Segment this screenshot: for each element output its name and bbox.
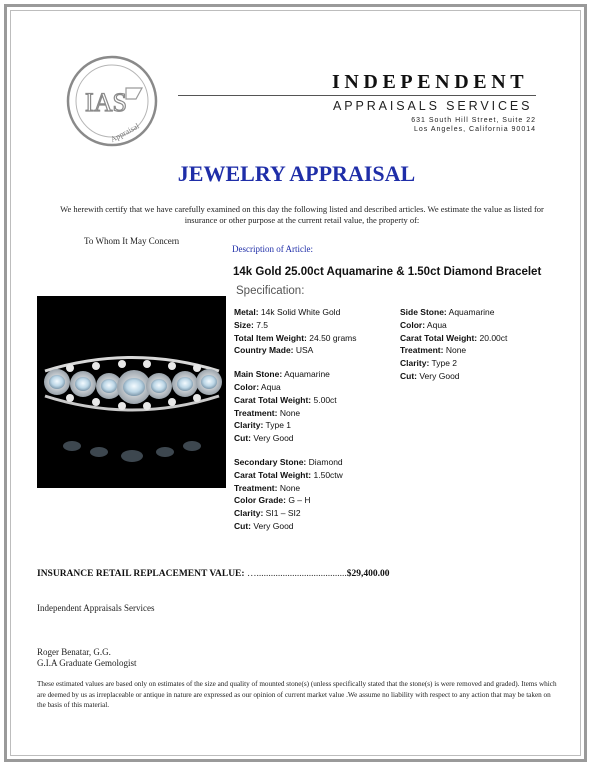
spec-row: [234, 368, 357, 381]
article-title: 14k Gold 25.00ct Aquamarine & 1.50ct Diamond Bracelet: [233, 266, 542, 278]
address-line-1: 631 South Hill Street, Suite 22: [411, 117, 536, 124]
spec-key: Color Grade:: [234, 495, 286, 506]
spec-value: 24.50 grams: [306, 332, 357, 343]
spec-key: Country Made:: [234, 345, 294, 356]
spec-value: USA: [293, 345, 314, 356]
spec-row: [234, 381, 357, 394]
replacement-value-label: INSURANCE RETAIL REPLACEMENT VALUE:: [37, 569, 245, 579]
spec-key: Size:: [234, 319, 254, 330]
spec-row: [234, 469, 357, 482]
spec-value: Very Good: [251, 520, 294, 531]
spec-key: Treatment:: [234, 407, 278, 418]
spec-key: Color:: [234, 381, 260, 392]
ias-logo-icon: [66, 55, 158, 147]
spec-value: Type 2: [429, 358, 458, 369]
spec-value: 14k Solid White Gold: [258, 307, 341, 317]
spec-value: Very Good: [417, 370, 460, 381]
spec-key: Treatment:: [234, 482, 278, 493]
spec-value: Aqua: [259, 381, 281, 392]
spec-value: 5.00ct: [311, 394, 337, 405]
spec-row: [400, 306, 507, 319]
spec-key: Color:: [400, 319, 426, 330]
spec-key: Clarity:: [400, 358, 430, 369]
spec-value: Aquamarine: [446, 307, 495, 317]
spec-key: Cut:: [234, 520, 251, 531]
company-name: INDEPENDENT: [332, 71, 529, 93]
disclaimer: These estimated values are based only on estimates of the size and quality of mounted stone(s) (unless specifically stated that the stone(s) is were removed and graded). Items which are deemed by us as irreplaceable or antique in nature are expressed as our opinion of current market value .We assume no liability with respect to any action that may be taken on the basis of this material.: [37, 680, 557, 709]
address-line-2: Los Angeles, California 90014: [413, 126, 536, 133]
spec-value: 1.50ctw: [311, 469, 343, 480]
spec-value: G – H: [285, 495, 311, 506]
spec-row: [234, 319, 357, 332]
recipient: To Whom It May Concern: [84, 236, 180, 246]
spec-row: [234, 494, 357, 507]
spec-row: [234, 407, 357, 420]
spec-value: None: [277, 407, 301, 418]
spec-key: Carat Total Weight:: [234, 469, 312, 480]
spec-row: [234, 432, 357, 445]
spec-left-column: [234, 306, 357, 533]
ias-logo: [66, 55, 158, 147]
spec-key: Metal:: [234, 307, 259, 317]
spec-row: [234, 520, 357, 533]
spec-key: Treatment:: [400, 345, 444, 356]
certification-text: We herewith certify that we have carefully examined on this day the following listed and described articles. We estimate the value as listed for insurance or other purpose at the current retail value, the property of:: [60, 204, 544, 225]
spec-key: Secondary Stone:: [234, 456, 307, 467]
spec-row: [400, 357, 507, 370]
spec-value: SI1 – SI2: [263, 508, 301, 519]
spec-value: Aqua: [425, 319, 447, 330]
spec-row: [234, 482, 357, 495]
spec-row: [234, 456, 357, 469]
spec-key: Main Stone:: [234, 369, 283, 380]
spec-row: [400, 344, 507, 357]
signer-title: G.I.A Graduate Gemologist: [37, 658, 137, 668]
spec-key: Side Stone:: [400, 307, 447, 317]
spec-value: 7.5: [253, 319, 269, 330]
spec-key: Clarity:: [234, 420, 264, 431]
spec-value: None: [277, 482, 301, 493]
spec-row: [400, 370, 507, 383]
spec-value: Aquamarine: [282, 369, 330, 380]
signer-name: Roger Benatar, G.G.: [37, 647, 111, 657]
spec-row: [234, 344, 357, 357]
company-subtitle: APPRAISALS SERVICES: [333, 99, 533, 113]
spec-value: 20.00ct: [477, 332, 508, 343]
spec-row: [234, 306, 357, 319]
spec-key: Clarity:: [234, 508, 264, 519]
spec-key: Cut:: [400, 370, 417, 381]
bracelet-image: [37, 296, 226, 488]
replacement-value-amount: $29,400.00: [346, 569, 390, 579]
spec-key: Carat Total Weight:: [234, 394, 312, 405]
spec-key: Cut:: [234, 433, 251, 444]
spec-row: [400, 332, 507, 345]
replacement-value-line: [37, 569, 389, 579]
spec-row: [234, 419, 357, 432]
spec-value: Type 1: [263, 420, 292, 431]
spec-row: [400, 319, 507, 332]
spec-key: Carat Total Weight:: [400, 332, 478, 343]
spec-right-column: [400, 306, 507, 383]
spec-key: Total Item Weight:: [234, 332, 307, 343]
specification-label: Specification:: [236, 285, 305, 297]
description-label: Description of Article:: [232, 244, 313, 254]
spec-row: [234, 332, 357, 345]
document-title: JEWELRY APPRAISAL: [177, 161, 416, 186]
footer-company: Independent Appraisals Services: [37, 603, 155, 613]
spec-value: Diamond: [306, 456, 343, 467]
spec-row: [234, 507, 357, 520]
logo-letters: IAS: [85, 88, 127, 117]
spec-value: None: [443, 345, 467, 356]
header-rule: [178, 95, 536, 96]
leader-dots: …......................................: [244, 569, 347, 579]
logo-ring-text: Appraisal: [108, 121, 141, 145]
spec-value: Very Good: [251, 433, 294, 444]
spec-row: [234, 394, 357, 407]
bracelet-photo: [37, 296, 226, 488]
